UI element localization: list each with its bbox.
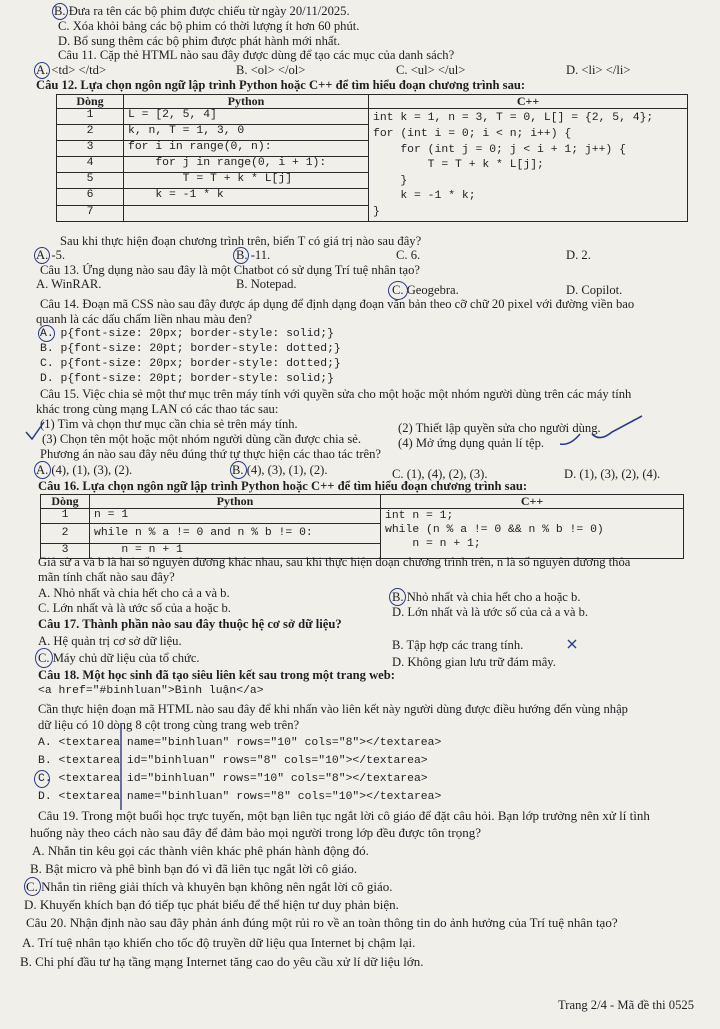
q18-question: Cần thực hiện đoạn mã HTML nào sau đây để khi nhấn vào liên kết này người dùng được điều hướng đến vùng nhập [38,702,628,716]
cross-mark-icon [566,638,578,650]
q13-option-a: A. WinRAR. [36,277,102,291]
python-code: k = -1 * k [124,189,369,205]
q20-option-b: B. Chi phí đầu tư hạ tầng mạng Internet tăng cao do yêu cầu xử lí dữ liệu lớn. [20,954,424,969]
q11-option-b: B. <ol> </ol> [236,63,306,77]
q17-option-c: C. Máy chủ dữ liệu của tổ chức. [38,651,200,665]
cpp-line: k = -1 * k; [373,190,476,203]
q20-option-a: A. Trí tuệ nhân tạo khiến cho tốc độ truyền dữ liệu qua Internet bị chậm lại. [22,935,416,950]
answer-circle-mark [388,281,408,300]
q19-option-d: D. Khuyến khích bạn đó tiếp tục phát biểu để thể hiện tư duy phản biện. [24,897,399,912]
q13-option-c: C. Geogebra. [392,283,459,297]
q19-option-c: C. Nhắn tin riêng giải thích và khuyên bạn không nên ngắt lời cô giáo. [26,879,393,894]
q12-option-d: D. 2. [566,248,591,262]
answer-circle-mark [34,461,51,479]
col-header-cpp: C++ [381,495,684,509]
answer-circle-mark [35,648,53,668]
q18-question-cont: dữ liệu có 10 dòng 8 cột trong cùng trang web trên? [38,718,300,732]
q15-option-a: A. (4), (1), (3), (2). [36,463,133,477]
line-number: 1 [41,509,90,523]
question-19-stem: Câu 19. Trong một buổi học trực tuyến, một bạn liên tục ngắt lời cô giáo để đặt câu hỏi. Bạn lớp trưởng nên xử lí tình [38,808,650,823]
line-number: 2 [57,125,124,141]
option-line: C. Xóa khỏi bảng các bộ phim có thời lượng ít hơn 60 phút. [58,19,360,33]
python-code: T = T + k * L[j] [124,173,369,189]
q15-option-b: B. (4), (3), (1), (2). [232,463,328,477]
cpp-line: while (n % a != 0 && n % b != 0) [385,524,604,537]
q16-code-table [40,494,684,559]
question-13-stem: Câu 13. Ứng dụng nào sau đây là một Chatbot có sử dụng Trí tuệ nhân tạo? [40,263,421,277]
answer-circle-mark [389,588,406,606]
option-line: B. Đưa ra tên các bộ phim được chiếu từ ngày 20/11/2025. [54,4,350,18]
python-code: L = [2, 5, 4] [124,109,369,125]
checkmark-icon [24,420,46,442]
q18-option-c: C. <textarea id="binhluan" rows="10" cols="8"></textarea> [38,773,428,785]
line-number: 2 [41,523,90,543]
line-number: 3 [41,544,90,558]
answer-circle-mark [230,461,247,479]
python-code: k, n, T = 1, 3, 0 [124,125,369,141]
page-footer: Trang 2/4 - Mã đề thi 0525 [558,998,694,1012]
cpp-code-block [369,109,688,221]
q15-step-3: (3) Chọn tên một hoặc một nhóm người dùng cần được chia sẻ. [42,432,362,446]
line-number: 5 [57,173,124,189]
question-14-stem-cont: quanh là các dấu chấm liền nhau màu đen? [36,312,253,326]
line-number: 1 [57,109,124,125]
pen-stroke-icon [558,430,584,448]
q18-code: <a href="#binhluan">Bình luận</a> [38,685,264,697]
q14-option-d: D. p{font-size: 20pt; border-style: solid;} [40,373,334,385]
question-12-stem: Câu 12. Lựa chọn ngôn ngữ lập trình Python hoặc C++ để tìm hiểu đoạn chương trình sau: [36,78,526,92]
col-header-python: Python [124,95,369,109]
q19-option-a: A. Nhắn tin kêu gọi các thành viên khác phê phán hành động đó. [32,843,369,858]
col-header-line: Dòng [41,495,90,509]
cpp-line: for (int i = 0; i < n; i++) { [373,128,572,140]
question-18-stem: Câu 18. Một học sinh đã tạo siêu liên kết sau trong một trang web: [38,668,395,682]
q13-option-b: B. Notepad. [236,277,297,291]
q14-option-b: B. p{font-size: 20pt; border-style: dotted;} [40,343,341,355]
q12-option-b: B. -11. [236,248,271,262]
cpp-line: T = T + k * L[j]; [373,159,544,172]
question-14-stem: Câu 14. Đoạn mã CSS nào sau đây được áp dụng để định dạng đoạn văn bản theo cỡ chữ 20 pixel với đường viền bao [40,297,635,311]
q16-option-a: A. Nhỏ nhất và chia hết cho cả a và b. [38,586,230,600]
cpp-line: } [373,205,380,218]
q14-option-c: C. p{font-size: 20px; border-style: dotted;} [40,358,341,370]
line-number: 6 [57,189,124,205]
cpp-line: n = n + 1; [385,538,481,551]
pen-vertical-line [118,724,124,810]
option-line: D. Bổ sung thêm các bộ phim được phát hành mới nhất. [58,34,341,48]
question-19-stem-cont: huống này theo cách nào sau đây để đảm bảo mọi người trong lớp đều được tôn trọng? [30,825,481,840]
answer-circle-mark [233,247,249,264]
q17-option-b: B. Tập hợp các trang tính. [392,638,524,652]
checkmark-icon [590,412,650,444]
question-17-stem: Câu 17. Thành phần nào sau đây thuộc hệ cơ sở dữ liệu? [38,617,342,631]
question-15-stem-cont: khác trong cùng mạng LAN có các thao tác sau: [36,402,279,416]
answer-circle-mark [52,3,68,20]
col-header-line: Dòng [57,95,124,109]
q14-option-a: A. p{font-size: 20px; border-style: solid;} [40,328,334,340]
line-number: 3 [57,141,124,157]
answer-circle-mark [34,247,50,264]
q15-step-4: (4) Mở ứng dụng quản lí tệp. [398,436,545,450]
answer-circle-mark [38,325,55,342]
line-number: 4 [57,157,124,173]
question-16-stem: Câu 16. Lựa chọn ngôn ngữ lập trình Python hoặc C++ để tìm hiểu đoạn chương trình sau: [38,479,528,493]
q18-option-a: A. <textarea name="binhluan" rows="10" cols="8"></textarea> [38,737,442,749]
python-code: n = 1 [90,509,381,523]
python-code: for i in range(0, n): [124,141,369,157]
q15-option-d: D. (1), (3), (2), (4). [564,467,661,481]
q17-option-a: A. Hệ quản trị cơ sở dữ liệu. [38,634,182,648]
q11-option-a: A. <td> </td> [36,63,107,77]
line-number: 7 [57,205,124,221]
answer-circle-mark [34,770,50,788]
question-11-stem: Câu 11. Cặp thẻ HTML nào sau đây được dùng để tạo các mục của danh sách? [58,48,455,62]
answer-circle-mark [34,62,50,79]
q18-option-d: D. <textarea name="binhluan" rows="8" cols="10"></textarea> [38,791,442,803]
q12-option-a: A. -5. [36,248,66,262]
q15-step-2: (2) Thiết lập quyền sửa cho người dùng. [398,421,601,435]
q18-option-b: B. <textarea id="binhluan" rows="8" cols="10"></textarea> [38,755,428,767]
q11-option-d: D. <li> </li> [566,63,631,77]
cpp-line: int k = 1, n = 3, T = 0, L[] = {2, 5, 4}; [373,112,654,125]
question-15-stem: Câu 15. Việc chia sẻ một thư mục trên máy tính với quyền sửa cho một hoặc một nhóm người dùng trên các máy tính [40,387,632,401]
q12-option-c: C. 6. [396,248,421,262]
question-20-stem: Câu 20. Nhận định nào sau đây phản ánh đúng một rủi ro về an toàn thông tin do ảnh hưởng của Trí tuệ nhân tạo? [26,915,618,930]
q13-option-d: D. Copilot. [566,283,623,297]
col-header-cpp: C++ [369,95,688,109]
q12-code-table [56,94,688,222]
q16-option-d: D. Lớn nhất và là ước số của cả a và b. [392,605,589,619]
q11-option-c: C. <ul> </ul> [396,63,466,77]
q16-option-c: C. Lớn nhất và là ước số của a hoặc b. [38,601,231,615]
q16-question: Giả sử a và b là hai số nguyên dương khác nhau, sau khi thực hiện đoạn chương trình trên, n là số nguyên dương thỏa [38,555,631,569]
python-code: while n % a != 0 and n % b != 0: [90,523,381,543]
cpp-line: for (int j = 0; j < i + 1; j++) { [373,143,626,156]
q15-step-1: (1) Tìm và chọn thư mục cần chia sẻ trên máy tính. [40,417,298,431]
cpp-code-block [381,509,684,558]
cpp-line: int n = 1; [385,510,454,523]
q15-option-c: C. (1), (4), (2), (3). [392,467,488,481]
q16-question-cont: mãn tính chất nào sau đây? [38,570,175,584]
q17-option-d: D. Không gian lưu trữ đám mây. [392,655,556,669]
cpp-line: } [373,174,408,187]
col-header-python: Python [90,495,381,509]
python-code: for j in range(0, i + 1): [124,157,369,173]
q16-option-b: B. Nhỏ nhất và chia hết cho a hoặc b. [392,590,581,604]
q12-question: Sau khi thực hiện đoạn chương trình trên, biến T có giá trị nào sau đây? [60,234,422,248]
answer-circle-mark [24,877,41,896]
python-code: n = n + 1 [90,544,381,558]
q19-option-b: B. Bật micro và phê bình bạn đó vì đã liên tục ngắt lời cô giáo. [30,861,358,876]
python-code [124,205,369,221]
q15-question: Phương án nào sau đây nêu đúng thứ tự thực hiện các thao tác trên? [40,447,382,461]
